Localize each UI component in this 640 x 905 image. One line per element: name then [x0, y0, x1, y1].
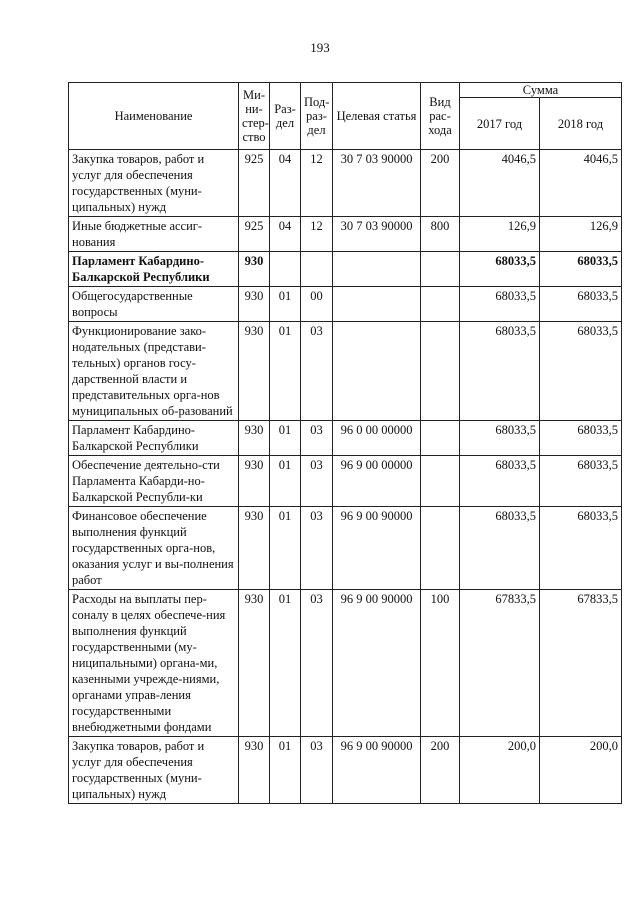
- row-sum-2018: 68033,5: [540, 287, 622, 322]
- row-target-article: 96 0 00 00000: [333, 421, 421, 456]
- row-ministry: 930: [239, 421, 270, 456]
- row-ministry: 930: [239, 507, 270, 590]
- table-row: [69, 322, 622, 421]
- row-name: Функционирование зако-нодательных (представи-тельных) органов госу-дарственной власти и представительных орга-нов муниципальных об-разований: [69, 322, 239, 421]
- row-expense-type: 100: [421, 590, 460, 737]
- row-sum-2017: 68033,5: [460, 507, 540, 590]
- row-sum-2018: 68033,5: [540, 252, 622, 287]
- header-expense-type: Вид рас-хода: [421, 83, 460, 150]
- row-ministry: 930: [239, 737, 270, 804]
- row-name: Парламент Кабардино-Балкарской Республики: [69, 421, 239, 456]
- row-ministry: 930: [239, 252, 270, 287]
- row-subsection: 00: [301, 287, 333, 322]
- row-subsection: 03: [301, 590, 333, 737]
- row-expense-type: [421, 507, 460, 590]
- row-section: 04: [270, 217, 301, 252]
- row-section: 01: [270, 421, 301, 456]
- row-sum-2018: 67833,5: [540, 590, 622, 737]
- header-year-2018: 2018 год: [540, 98, 622, 150]
- row-sum-2017: 68033,5: [460, 456, 540, 507]
- row-name: Закупка товаров, работ и услуг для обеспечения государственных (муни-ципальных) нужд: [69, 737, 239, 804]
- row-sum-2017: 4046,5: [460, 150, 540, 217]
- row-sum-2018: 200,0: [540, 737, 622, 804]
- row-sum-2017: 68033,5: [460, 421, 540, 456]
- table-row: [69, 150, 622, 217]
- row-sum-2018: 68033,5: [540, 421, 622, 456]
- row-target-article: 96 9 00 90000: [333, 590, 421, 737]
- header-subsection: Под-раз-дел: [301, 83, 333, 150]
- row-section: 01: [270, 322, 301, 421]
- row-target-article: 30 7 03 90000: [333, 217, 421, 252]
- row-sum-2018: 68033,5: [540, 507, 622, 590]
- row-expense-type: [421, 287, 460, 322]
- row-sum-2018: 68033,5: [540, 456, 622, 507]
- table-row: [69, 287, 622, 322]
- row-sum-2017: 126,9: [460, 217, 540, 252]
- row-name: Обеспечение деятельно-сти Парламента Кабарди-но-Балкарской Республи-ки: [69, 456, 239, 507]
- row-name: Общегосударственные вопросы: [69, 287, 239, 322]
- row-section: 01: [270, 287, 301, 322]
- row-sum-2018: 126,9: [540, 217, 622, 252]
- table-body: [69, 150, 622, 804]
- row-subsection: 03: [301, 322, 333, 421]
- header-name: Наименование: [69, 83, 239, 150]
- table-row: [69, 421, 622, 456]
- row-name: Закупка товаров, работ и услуг для обеспечения государственных (муни-ципальных) нужд: [69, 150, 239, 217]
- table-row: [69, 507, 622, 590]
- row-ministry: 930: [239, 322, 270, 421]
- row-sum-2017: 68033,5: [460, 252, 540, 287]
- header-section: Раз-дел: [270, 83, 301, 150]
- header-target-article: Целевая статья: [333, 83, 421, 150]
- row-target-article: 96 9 00 00000: [333, 456, 421, 507]
- table-row: [69, 217, 622, 252]
- row-subsection: 03: [301, 737, 333, 804]
- row-expense-type: 200: [421, 737, 460, 804]
- header-ministry: Ми-ни-стер-ство: [239, 83, 270, 150]
- row-expense-type: [421, 252, 460, 287]
- row-target-article: [333, 287, 421, 322]
- table-row: [69, 456, 622, 507]
- row-section: 01: [270, 737, 301, 804]
- row-expense-type: 200: [421, 150, 460, 217]
- row-section: [270, 252, 301, 287]
- row-name: Финансовое обеспечение выполнения функций государственных орга-нов, оказания услуг и вы-полнения работ: [69, 507, 239, 590]
- row-name: Иные бюджетные ассиг-нования: [69, 217, 239, 252]
- table-row: [69, 252, 622, 287]
- row-target-article: 96 9 00 90000: [333, 737, 421, 804]
- row-subsection: 03: [301, 456, 333, 507]
- row-target-article: [333, 252, 421, 287]
- row-ministry: 930: [239, 456, 270, 507]
- row-sum-2017: 68033,5: [460, 287, 540, 322]
- row-subsection: 03: [301, 421, 333, 456]
- page-number: 193: [310, 40, 330, 55]
- row-expense-type: 800: [421, 217, 460, 252]
- row-ministry: 930: [239, 590, 270, 737]
- row-subsection: [301, 252, 333, 287]
- row-sum-2017: 200,0: [460, 737, 540, 804]
- table-row: [69, 590, 622, 737]
- row-sum-2017: 67833,5: [460, 590, 540, 737]
- row-ministry: 930: [239, 287, 270, 322]
- row-target-article: 30 7 03 90000: [333, 150, 421, 217]
- row-section: 01: [270, 590, 301, 737]
- row-subsection: 03: [301, 507, 333, 590]
- row-expense-type: [421, 322, 460, 421]
- row-section: 01: [270, 507, 301, 590]
- table-row: [69, 737, 622, 804]
- row-sum-2018: 68033,5: [540, 322, 622, 421]
- row-sum-2018: 4046,5: [540, 150, 622, 217]
- row-sum-2017: 68033,5: [460, 322, 540, 421]
- row-name: Расходы на выплаты пер-соналу в целях обеспече-ния выполнения функций государственными (му-ниципальными) органа-ми, казенными учрежде-ниями, органами управ-ления государственными внебюджетными фондами: [69, 590, 239, 737]
- row-subsection: 12: [301, 217, 333, 252]
- header-year-2017: 2017 год: [460, 98, 540, 150]
- row-target-article: [333, 322, 421, 421]
- row-expense-type: [421, 456, 460, 507]
- row-subsection: 12: [301, 150, 333, 217]
- row-section: 01: [270, 456, 301, 507]
- row-expense-type: [421, 421, 460, 456]
- row-target-article: 96 9 00 90000: [333, 507, 421, 590]
- budget-table: [68, 82, 622, 804]
- row-section: 04: [270, 150, 301, 217]
- row-ministry: 925: [239, 217, 270, 252]
- row-name: Парламент Кабардино-Балкарской Республики: [69, 252, 239, 287]
- row-ministry: 925: [239, 150, 270, 217]
- header-sum: Сумма: [460, 83, 622, 98]
